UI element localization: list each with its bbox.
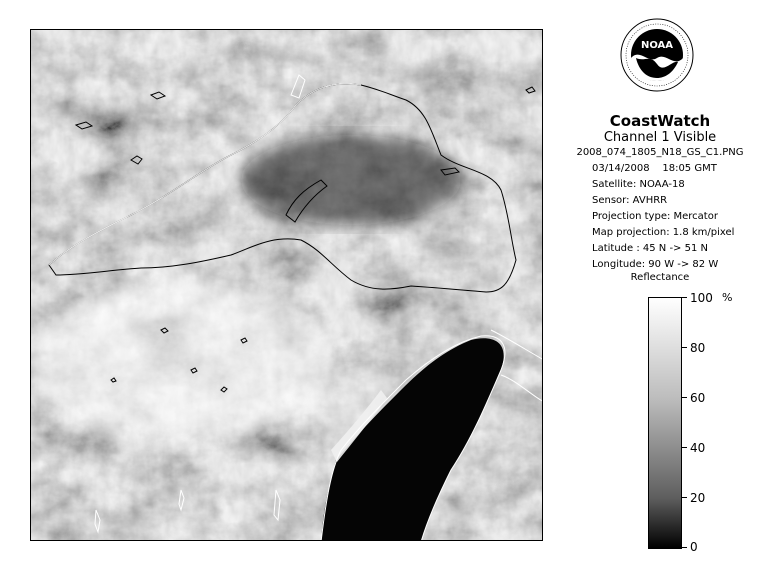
image-datetime: 03/14/2008 18:05 GMT [592,163,717,174]
info-satellite: Satellite: NOAA-18 [592,179,685,190]
colorbar-tick [682,547,687,548]
colorbar-tick [682,497,687,498]
coastwatch-title: CoastWatch [609,112,711,130]
colorbar-tick-label: 80 [690,341,706,355]
channel-label: Channel 1 Visible [603,130,717,145]
colorbar-unit: % [722,291,733,304]
info-sensor: Sensor: AVHRR [592,195,668,206]
reflectance-colorbar [648,297,682,549]
satellite-scene [31,30,543,541]
info-longitude: Longitude: 90 W -> 82 W [592,259,719,270]
colorbar-tick-label: 40 [690,441,706,455]
info-latitude: Latitude : 45 N -> 51 N [592,243,708,254]
colorbar-tick-label: 0 [690,540,698,554]
info-projection-type: Projection type: Mercator [592,211,718,222]
colorbar-tick [682,347,687,348]
colorbar-tick [682,297,687,298]
satellite-image [30,29,543,541]
colorbar-tick-label: 60 [690,391,706,405]
noaa-logo [620,18,694,92]
image-filename: 2008_074_1805_N18_GS_C1.PNG [576,147,744,158]
colorbar-title: Reflectance [630,272,690,283]
colorbar-tick [682,447,687,448]
info-map-projection: Map projection: 1.8 km/pixel [592,227,735,238]
colorbar-tick-label: 100 [690,291,713,305]
colorbar-tick [682,397,687,398]
colorbar-tick-label: 20 [690,491,706,505]
noaa-logo-text: NOAA [640,40,674,51]
